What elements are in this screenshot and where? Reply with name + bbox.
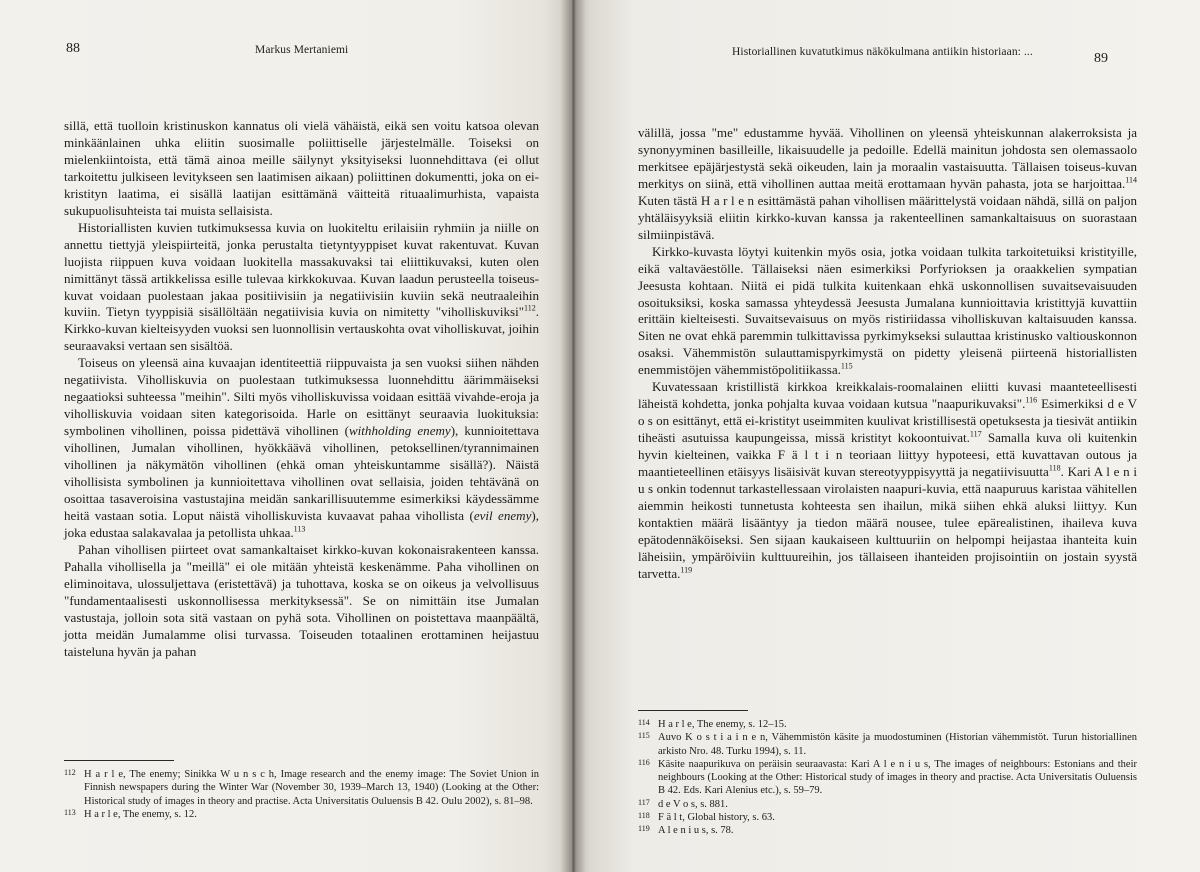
italic-term: withholding enemy [348,423,451,439]
footnote [638,798,1137,811]
footnote [64,808,539,821]
footnote-number: 114 [638,718,650,727]
footnote-rule [64,760,174,761]
footnote-text: H a r l e, The enemy; Sinikka W u n s c h, Image research and the enemy image: The Soviet Union in Finnish newspapers during the Winter War (November 30, 1939–March 13, 1940) (Looking at the Other: Historical study of images in theory and practise. Acta Universitatis Ouluensis B 42. Oulu 2002), s. 81–98. [84,769,539,807]
paragraph [64,220,539,356]
footnote [638,731,1137,758]
page-number-right: 89 [1094,51,1108,66]
paragraph-text: Samalla kuva oli kuitenkin hyvin kielteinen, vaikka F ä l t i n teoriaan liittyy hypoteesi, että kuvattavan outous ja maantieteellinen etäisyys lisäisivät kuvan stereotyyppisyyttä ja negatiivisuutta [638,430,1137,480]
paragraph-text: Esimerkiksi d e V o s on esittänyt, että ei-kristityt useimmiten kuulivat kristillisestä opetuksesta ja tiesivät antiikin tiheästi asutuissa kaupungeissa, missä kristityt kokoontuivat. [638,396,1137,446]
footnote-ref[interactable]: 115 [840,362,853,371]
footnote-ref[interactable]: 114 [1125,175,1137,185]
footnote-number: 116 [638,757,650,767]
paragraph [638,244,1137,380]
running-head-left: Markus Mertaniemi [255,44,349,56]
right-footnotes [638,718,1137,838]
paragraph-text: . Kirkko-kuvan kielteisyyden vuoksi sen luonnollisin vertauskohta ovat viholliskuvat, joihin seuraavaksi vertaan sen sisältöä. [64,304,539,354]
paragraph-text: Kirkko-kuvasta löytyi kuitenkin myös osia, jotka voidaan tulkita tarkoitetuiksi kristityille, eikä valtaväestölle. Tällaiseksi näen esimerkiksi Porfyrioksen ja oraakkelien sympatian Jeesusta kohtaan. Niitä ei pidä tulkita kuitenkaan ehkä uskonnollisen suvaitsevaisuuden osoituksiksi, koska samassa yhteydessä Jeesusta Jumalana kunnioittavia kristittyjä kuvattiin erittäin kielteisesti. Suvaitsevaisuus on myös ristiriidassa viholliskuvan kaltaisuuden kanssa. Siten ne ovat ehkä paremmin tulkittavissa pyrkimykseksi sulauttaa kristinusko valtiouskonnon osaksi. Vähemmistön sulauttamispyrkimystä on pidetty yleisenä piirteenä historiallisten enemmistöjen vähemmistöpolitiikassa. [638,243,1137,378]
paragraph-text: ), kunnioitettava vihollinen, Jumalan vihollinen, hyökkäävä vihollinen, petoksellinen/tyrannimainen vihollinen ja näkymätön vihollinen (ehkä oman yhteiskuntamme sisällä?). Näistä vihollisista symbolinen ja kunnioitettava vihollinen ovat sellaisia, joiden tehtävänä on osoittaa tasaveroisina vastustajina meidän sankarillisuutemme esimerkiksi käydessämme heitä vastaan sotia. Loput näistä viholliskuvista kuvaavat pahaa vihollista ( [64,423,539,523]
show-through [150,44,153,59]
footnote-number: 118 [638,811,650,821]
left-footnotes [64,768,539,821]
paragraph [638,125,1137,244]
footnote-text: H a r l e, The enemy, s. 12–15. [658,719,787,730]
footnote-text: H a r l e, The enemy, s. 12. [84,808,197,820]
footnote-text: F ä l t, Global history, s. 63. [658,812,775,824]
footnote [638,811,1137,824]
running-head-right: Historiallinen kuvatutkimus näkökulmana antiikin historiaan: ... [732,46,1033,58]
left-page [0,0,572,872]
paragraph-text: Toiseus on yleensä aina kuvaajan identiteettiä riippuvaista ja sen vuoksi siihen nähden negatiivista. Viholliskuvia on puolestaan tutkimuksessa luonnehdittu äärimmäiseksi negaatioksi suhteessa "meihin". Silti myös viholliskuvissa voidaan esittää vivahde-eroja ja viholliskuvia voidaan siten kategorisoida. Harle on esittänyt seuraavia luokituksia: symbolinen vihollinen, poissa pidettävä vihollinen ( [64,355,539,439]
footnote-number: 115 [638,731,650,741]
paragraph-text: . Kari A l e n i u s onkin todennut tarkastellessaan virolaisten naapuri-kuvia, että naapuruus karistaa vähitellen aiemmin heikosti tunnetusta kohteesta sen ihailun, mikä siihen ehkä aluksi liittyy. Kun kontaktien määrä lisääntyy ja tiedon määrä nousee, tulee epärealistinen, ihaileva kuva epätodennäköiseksi. Sen sijaan kaukaiseen kulttuuriin on helpompi heijastaa ihanteita kuin läheisiin, ympäröiviin kulttuureihin, jos tällaiseen ihanteiden projisointiin on jostain syystä tarvetta. [638,464,1137,581]
footnote-text: d e V o s, s. 881. [658,798,728,810]
footnote-ref[interactable]: 118 [1048,463,1061,473]
paragraph [64,355,539,541]
page-number-left: 88 [66,41,80,56]
footnote-number: 119 [638,824,650,834]
paragraph [638,379,1137,582]
paragraph-text: Historiallisten kuvien tutkimuksessa kuvia on luokiteltu erilaisiin ryhmiin ja niille on annettu tiettyjä yleispiirteitä, jonka perustalta tietyntyyppiset kuvat rakentuvat. Kuvan luojista riippuen kuva voidaan luokitella massakuvaksi tai eliittikuvaksi, kuten olen nimittänyt tässä artikkelissa esille tulevaa kirkkokuvaa. Kuvan laadun perusteella toiseus-kuvat voidaan puolestaan jakaa positiivisiin ja negatiivisiin kuviin sekä neutraaleihin kuviin. Tietyn tyyppisiä sisällöltään negatiivisia kuvia on nimitetty "viholliskuviksi" [64,219,539,320]
footnote-number: 112 [64,768,76,777]
footnote [64,768,539,808]
footnote-text: Käsite naapurikuva on peräisin seuraavasta: Kari A l e n i u s, The images of neighbours: Estonians and their neighbours (Looking at the Other: Historical study of images in theory and practise. Acta Universitatis Ouluensis B 42. Eds. Kari Alenius etc.), s. 59–79. [658,758,1137,797]
italic-term: evil enemy [473,507,532,523]
footnote-number: 113 [64,807,76,817]
footnote-rule [638,710,748,711]
paragraph: sillä, että tuolloin kristinuskon kannatus oli vielä vähäistä, eikä sen voitu katsoa olevan minkäänlainen uhka eliitin suosimalle poliittiselle järjestelmälle. Toiseksi on mielenkiintoista, että tämä ainoa meille säilynyt yksityiseksi luonnehdittava (ei ollut tarkoitettu julkiseen levitykseen sen laatimisen aikaan) poliittinen dokumentti, joka on ei-kristityn laatima, ei sisällä laatijan esittämänä väitteitä rituaalimurhista, vapaista sukupuolisuhteista tai muista sellaisista. [64,118,539,218]
footnote-text: Auvo K o s t i a i n e n, Vähemmistön käsite ja muodostuminen (Historian vähemmistöt. Turun historiallinen arkisto Nro. 48. Turku 1994), s. 11. [658,732,1137,757]
paragraph-text: ), joka edustaa salakavalaa ja petollista uhkaa. [64,507,539,540]
footnote-ref[interactable]: 113 [293,524,306,534]
paragraph-text: Kuvatessaan kristillistä kirkkoa kreikkalais-roomalainen eliitti kuvasi maanteteellisesti läheistä kohdetta, jonka pohjalta kuvaa voidaan kutsua "naapurikuvaksi". [638,379,1137,412]
right-page [572,0,1200,872]
footnote [638,824,1137,837]
footnote-ref[interactable]: 117 [969,429,982,439]
footnote-number: 117 [638,797,650,807]
footnote [638,758,1137,798]
left-body-text [64,118,539,661]
footnote-ref[interactable]: 112 [524,304,536,314]
footnote-ref[interactable]: 116 [1025,395,1038,405]
paragraph-text: välillä, jossa "me" edustamme hyvää. Vihollinen on yleensä yhteiskunnan alakerroksista ja synonyyminen basilleille, likaisuudelle ja pedoille. Edellä mainitun johdosta sen olemassaolo merkitsee epäjärjestystä sekä oikeuden, lain ja moraalin vastaisuutta. Tällaisen toiseus-kuvan merkitys on siinä, että vihollinen auttaa meitä erottamaan hyvän pahasta, jota se harjoittaa. [638,125,1137,191]
footnote-text: A l e n i u s, s. 78. [658,825,734,837]
footnote-ref[interactable]: 119 [680,565,693,575]
paragraph: Pahan vihollisen piirteet ovat samankaltaiset kirkko-kuvan kokonaisrakenteen kanssa. Pahalla vihollisella ja "meillä" ei ole mitään yhteistä keskenämme. Paha vihollinen on eliminoitava, ulossuljettava (eristettävä) ja tuhottava, koska se on oikeus ja velvollisuus "fundamentaalisesti uskonnollisessa merkityksessä". Se on nimittäin itse Jumalan vastustaja, jolloin sota sitä vastaan on pyhä sota. Vihollinen on poistettava maanpäältä, jotta meidän Jumalamme olisi turvassa. Toiseuden totaalinen erottaminen heijastuu taisteluna hyvän ja pahan [64,541,539,659]
paragraph-text: Kuten tästä H a r l e n esittämästä pahan vihollisen määrittelystä voidaan nähdä, sillä on paljon yhtäläisyyksiä eliitin kirkko-kuvan kanssa ja rakenteellinen samankaltaisuus on suorastaan silmiinpistävä. [638,192,1137,242]
right-body-text [638,125,1137,583]
footnote [638,718,1137,731]
